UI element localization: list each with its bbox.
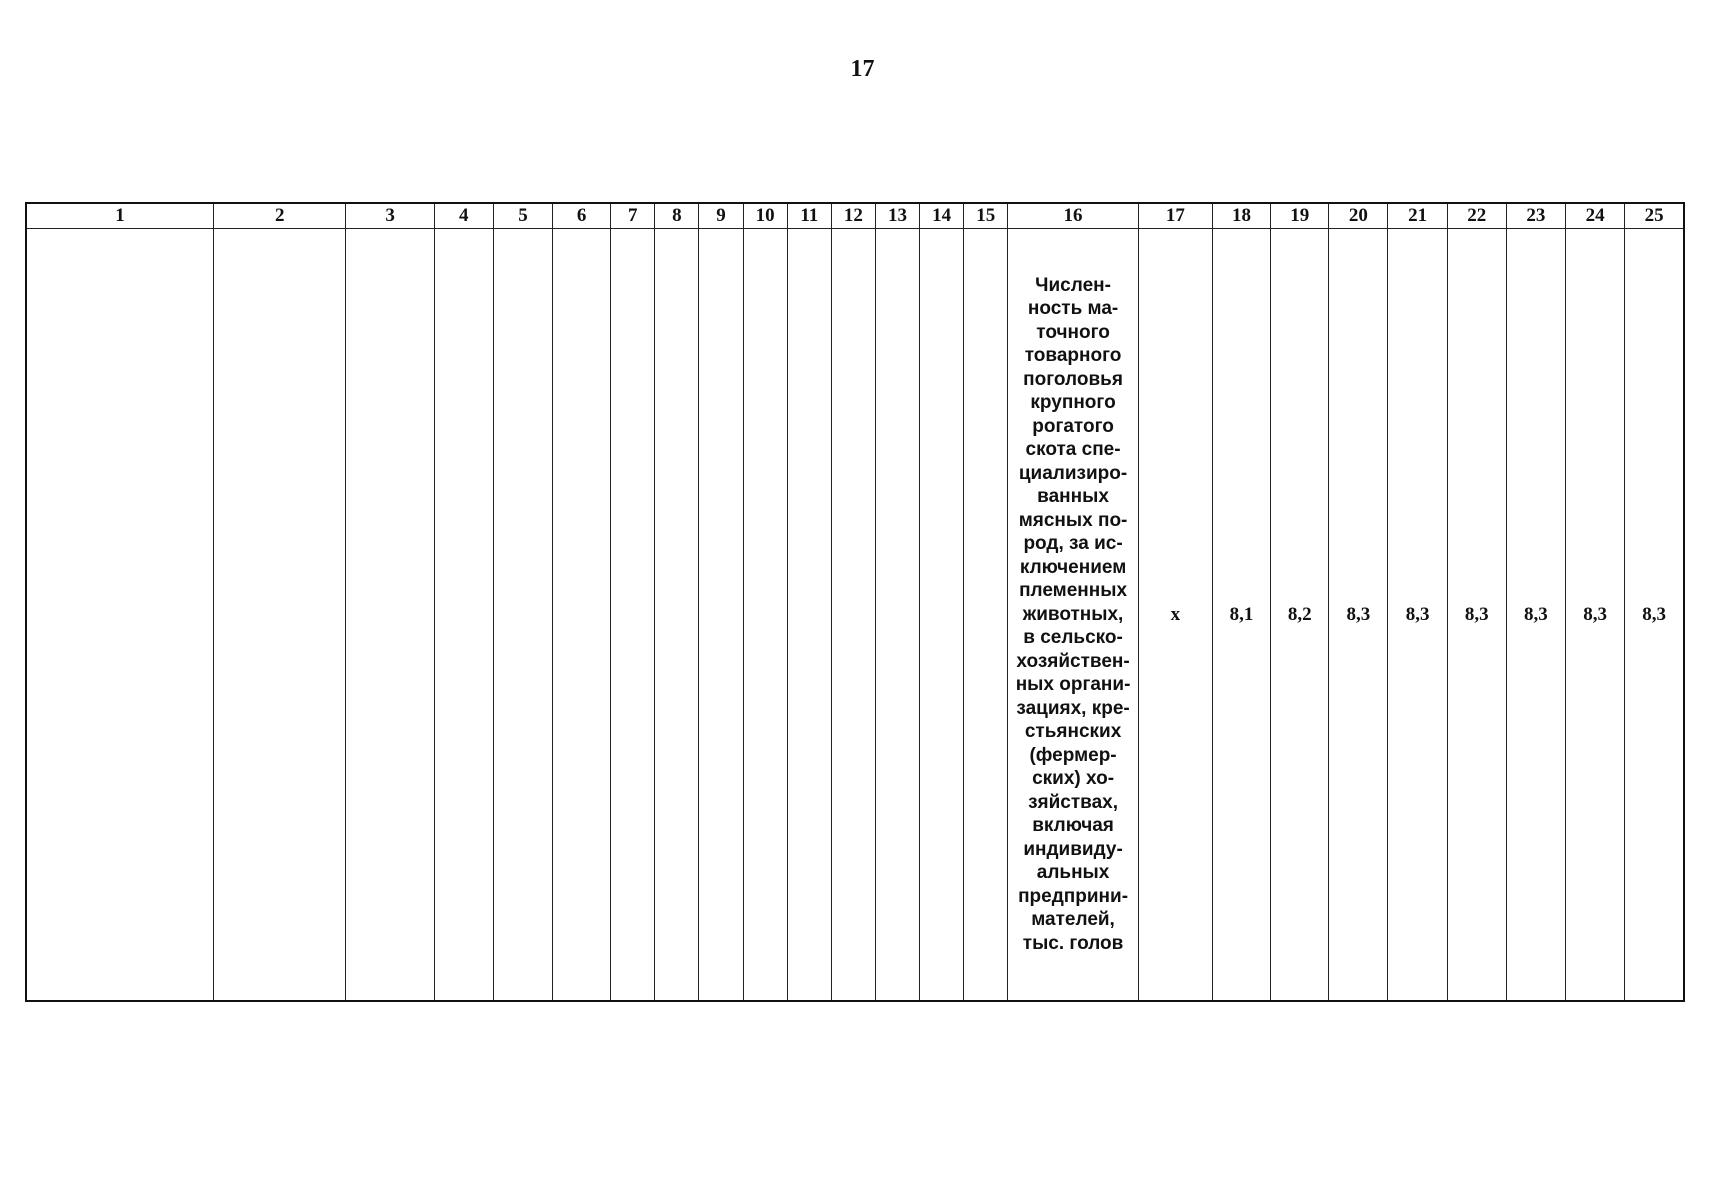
col-header: 15 — [964, 203, 1008, 229]
indicator-name-line: рогатого — [1032, 415, 1114, 437]
value-cell: 8,3 — [1388, 229, 1447, 1002]
table-cell — [553, 229, 611, 1002]
indicator-name-line: включая — [1032, 815, 1114, 837]
table-cell — [743, 229, 787, 1002]
indicator-name-line: товарного — [1024, 345, 1122, 367]
indicator-name-line: точного — [1036, 321, 1110, 343]
table-cell — [831, 229, 875, 1002]
indicator-name-line: животных, — [1022, 603, 1124, 625]
col-header: 14 — [920, 203, 964, 229]
indicator-name-line: зяйствах, — [1028, 791, 1119, 813]
indicator-name-line: хозяйствен- — [1016, 650, 1130, 672]
indicator-name-line: ных органи- — [1015, 674, 1131, 696]
header-row — [26, 203, 1684, 229]
indicator-name-line: циализиро- — [1018, 462, 1128, 484]
table-cell — [26, 229, 214, 1002]
value-cell: 8,3 — [1566, 229, 1625, 1002]
indicator-name-line: мателей, — [1031, 909, 1115, 931]
col-header: 24 — [1566, 203, 1625, 229]
page-number: 17 — [850, 56, 875, 82]
indicator-name-line: предприни- — [1018, 885, 1129, 907]
col-header: 8 — [655, 203, 699, 229]
col-header: 7 — [611, 203, 655, 229]
table-cell — [655, 229, 699, 1002]
indicator-name-line: тыс. голов — [1022, 932, 1124, 954]
indicator-name-line: ванных — [1037, 486, 1109, 508]
indicator-name-line: альных — [1036, 862, 1110, 884]
indicator-name-line: род, за ис- — [1023, 533, 1123, 555]
indicator-name-line: индивиду- — [1023, 838, 1123, 860]
table-row — [26, 229, 1684, 1002]
col-header: 22 — [1447, 203, 1506, 229]
col-header: 20 — [1329, 203, 1388, 229]
value-cell: 8,1 — [1212, 229, 1270, 1002]
value-cell: x — [1138, 229, 1212, 1002]
table-cell — [346, 229, 434, 1002]
col-header: 11 — [787, 203, 831, 229]
table-cell — [699, 229, 743, 1002]
indicator-name-line: (фермер- — [1029, 744, 1117, 766]
col-header: 16 — [1008, 203, 1138, 229]
col-header: 25 — [1625, 203, 1684, 229]
indicator-name-line: поголовья — [1023, 368, 1123, 390]
col-header: 3 — [346, 203, 434, 229]
value-cell: 8,3 — [1625, 229, 1684, 1002]
col-header: 17 — [1138, 203, 1212, 229]
indicator-name-line: скота спе- — [1025, 439, 1121, 461]
col-header: 9 — [699, 203, 743, 229]
col-header: 23 — [1506, 203, 1565, 229]
col-header: 10 — [743, 203, 787, 229]
table-cell — [964, 229, 1008, 1002]
table-cell — [875, 229, 919, 1002]
value-cell: 8,2 — [1271, 229, 1329, 1002]
indicator-name-line: в сельско- — [1023, 627, 1123, 649]
indicator-name-line: ключением — [1019, 556, 1127, 578]
table-cell — [787, 229, 831, 1002]
indicator-name-line: мясных по- — [1018, 509, 1128, 531]
indicator-name-line: зациях, кре- — [1016, 697, 1130, 719]
table-cell — [214, 229, 346, 1002]
indicator-name-line: ность ма- — [1027, 298, 1119, 320]
col-header: 13 — [875, 203, 919, 229]
value-cell: 8,3 — [1447, 229, 1506, 1002]
value-cell: 8,3 — [1506, 229, 1565, 1002]
col-header: 12 — [831, 203, 875, 229]
table-cell — [611, 229, 655, 1002]
data-table — [25, 202, 1685, 1002]
table-cell — [920, 229, 964, 1002]
indicator-name-line: стьянских — [1024, 721, 1122, 743]
col-header: 18 — [1212, 203, 1270, 229]
indicator-name-line: крупного — [1030, 392, 1116, 414]
table-cell — [493, 229, 552, 1002]
col-header: 2 — [214, 203, 346, 229]
indicator-name-line: Числен- — [1035, 274, 1111, 296]
indicator-name-line: племенных — [1019, 580, 1128, 602]
col-header: 21 — [1388, 203, 1447, 229]
indicator-name-line: ских) хо- — [1032, 768, 1115, 790]
col-header: 19 — [1271, 203, 1329, 229]
col-header: 4 — [434, 203, 493, 229]
col-header: 1 — [26, 203, 214, 229]
indicator-name-cell — [1008, 229, 1138, 1002]
value-cell: 8,3 — [1329, 229, 1388, 1002]
table-cell — [434, 229, 493, 1002]
col-header: 6 — [553, 203, 611, 229]
col-header: 5 — [493, 203, 552, 229]
